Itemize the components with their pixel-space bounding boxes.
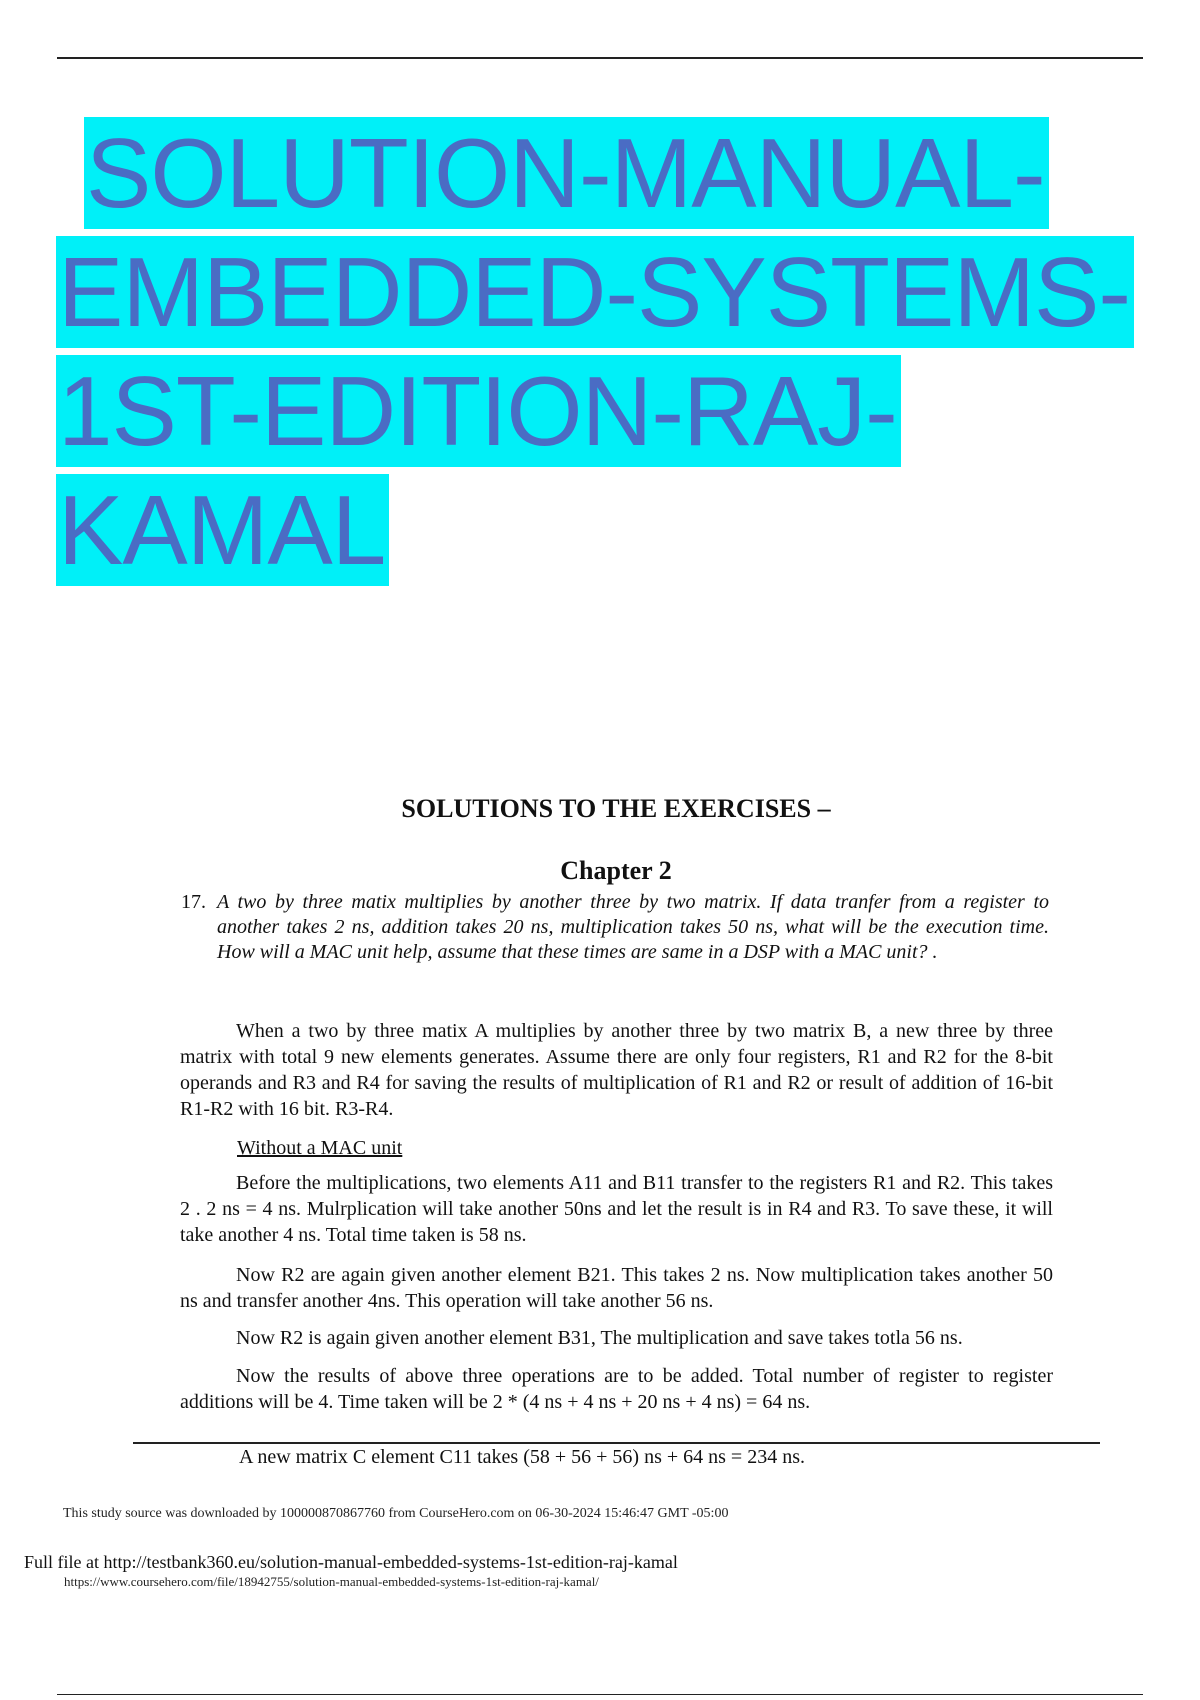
- full-file-link[interactable]: Full file at http://testbank360.eu/solution-manual-embedded-systems-1st-edition-raj-kamal: [24, 1552, 678, 1572]
- document-title: [56, 117, 1146, 593]
- step3-paragraph: Now R2 is again given another element B31, The multiplication and save takes totla 56 ns.: [236, 1327, 963, 1349]
- subheading-row: [180, 1135, 1053, 1161]
- step4-paragraph: Now the results of above three operations are to be added. Total number of register to register additions will be 4. Time taken will be 2 * (4 ns + 4 ns + 20 ns + 4 ns) = 64 ns.: [180, 1365, 1053, 1413]
- title-line-4: KAMAL: [56, 474, 389, 586]
- top-divider: [57, 57, 1143, 59]
- result-text: A new matrix C element C11 takes (58 + 56 + 56) ns + 64 ns = 234 ns.: [239, 1446, 805, 1468]
- coursehero-url[interactable]: https://www.coursehero.com/file/18942755/solution-manual-embedded-systems-1st-edition-raj-kamal/: [64, 1574, 599, 1589]
- question-number: 17.: [181, 891, 206, 913]
- question-text: A two by three matix multiplies by another three by two matrix. If data tranfer from a register to another takes 2 ns, addition takes 20 ns, multiplication takes 50 ns, what will be the execution time. How will a MAC unit help, assume that these times are same in a DSP with a MAC unit? .: [217, 891, 1049, 963]
- step1-paragraph: Before the multiplications, two elements A11 and B11 transfer to the registers R1 and R2. This takes 2 . 2 ns = 4 ns. Mulrplication will take another 50ns and let the result is in R4 and R3. To save these, it will take another 4 ns. Total time taken is 58 ns.: [180, 1172, 1053, 1246]
- result-row: [180, 1444, 1053, 1470]
- title-line-2: EMBEDDED-SYSTEMS-: [56, 236, 1134, 348]
- exercise-question: [181, 890, 1049, 965]
- title-line-1: SOLUTION-MANUAL-: [84, 117, 1049, 229]
- section-heading: SOLUTIONS TO THE EXERCISES –: [401, 794, 831, 823]
- title-line-3: 1ST-EDITION-RAJ-: [56, 355, 901, 467]
- intro-paragraph: When a two by three matix A multiplies by another three by two matrix B, a new three by three matrix with total 9 new elements generates. Assume there are only four registers, R1 and R2 for the 8-bit operands and R3 and R4 for saving the results of multiplication of R1 and R2 or result of addition of 16-bit R1-R2 with 16 bit. R3-R4.: [180, 1020, 1053, 1120]
- source-note: This study source was downloaded by 100000870867760 from CourseHero.com on 06-30-2024 15:46:47 GMT -05:00: [63, 1506, 729, 1521]
- subheading-without-mac: Without a MAC unit: [237, 1137, 403, 1159]
- bottom-divider: [57, 1694, 1143, 1695]
- step2-paragraph: Now R2 are again given another element B21. This takes 2 ns. Now multiplication takes another 50 ns and transfer another 4ns. This operation will take another 56 ns.: [180, 1264, 1053, 1312]
- chapter-heading: Chapter 2: [560, 856, 672, 885]
